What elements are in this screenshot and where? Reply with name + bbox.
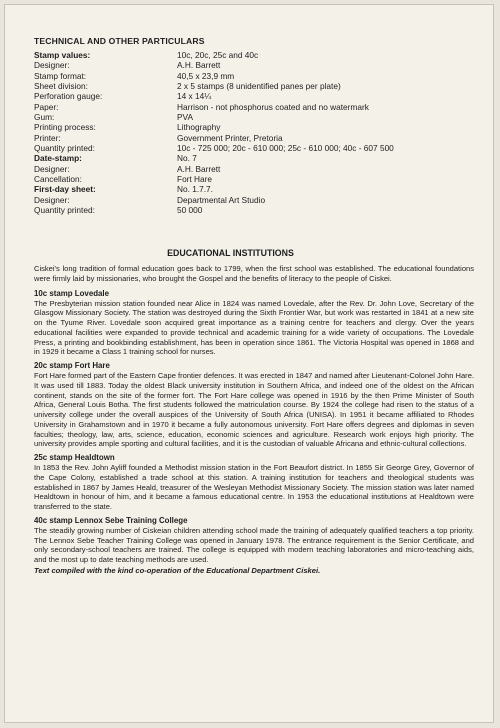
spec-label: Paper: bbox=[34, 101, 59, 112]
spec-label: Designer: bbox=[34, 194, 70, 205]
spec-row bbox=[34, 184, 474, 194]
spec-row bbox=[34, 164, 474, 174]
spec-row bbox=[34, 133, 474, 143]
spec-row bbox=[34, 91, 474, 101]
spec-label: Stamp values: bbox=[34, 50, 91, 60]
section-title-lovedale: 10c stamp Lovedale bbox=[34, 288, 109, 298]
spec-value: Harrison - not phosphorus coated and no watermark bbox=[177, 101, 369, 112]
spec-label: Printer: bbox=[34, 132, 61, 143]
spec-value: Departmental Art Studio bbox=[177, 194, 266, 205]
spec-label: Stamp format: bbox=[34, 70, 87, 81]
spec-label: First-day sheet: bbox=[34, 184, 96, 195]
spec-label: Cancellation: bbox=[34, 174, 82, 185]
spec-label: Printing process: bbox=[34, 122, 96, 133]
spec-value: 40,5 x 23,9 mm bbox=[177, 70, 235, 81]
spec-value: 14 x 14¼ bbox=[177, 91, 212, 102]
spec-row bbox=[34, 205, 474, 215]
spec-row bbox=[34, 112, 474, 122]
spec-row bbox=[34, 195, 474, 205]
section-title-lennox-sebe: 40c stamp Lennox Sebe Training College bbox=[34, 515, 188, 525]
spec-value: A.H. Barrett bbox=[177, 163, 221, 174]
spec-value: Government Printer, Pretoria bbox=[177, 132, 283, 143]
document-sheet bbox=[4, 4, 494, 723]
spec-row bbox=[34, 60, 474, 70]
section-text-healdtown: In 1853 the Rev. John Ayliff founded a Methodist mission station in the Fort Beaufort district. In 1855 Sir George Grey, Governor of the Cape Colony, established a trade school at this station. A training institution for teachers and theological students was established in 1867 by James Heald, treasurer of the Wesleyan Methodist Missionary Society. The mission station was later named Healdtown in honour of him, and it became a famous educational centre. In 1953 the educational institutions at Healdtown were transferred to the state. bbox=[34, 463, 474, 511]
spec-row bbox=[34, 122, 474, 132]
spec-value: 10c, 20c, 25c and 40c bbox=[177, 50, 259, 60]
spec-label: Perforation gauge: bbox=[34, 91, 103, 102]
specification-list bbox=[34, 50, 474, 216]
spec-row bbox=[34, 71, 474, 81]
spec-row bbox=[34, 153, 474, 163]
technical-particulars bbox=[34, 36, 474, 216]
spec-label: Gum: bbox=[34, 112, 55, 123]
spec-label: Designer: bbox=[34, 163, 70, 174]
section-text-lennox-sebe: The steadily growing number of Ciskeian children attending school made the training of adequately qualified teachers a top priority. The Lennox Sebe Teacher Training College was opened in January 1978. The entrance requirement is the Senior Certificate, and only secondary-school teachers are trained. The college is equipped with modern teaching laboratories and micro-teaching aids, and the most up to date teaching methods are used. bbox=[34, 525, 474, 564]
spec-value: 50 000 bbox=[177, 205, 203, 216]
section-title-healdtown: 25c stamp Healdtown bbox=[34, 453, 115, 462]
technical-heading: TECHNICAL AND OTHER PARTICULARS bbox=[34, 36, 205, 46]
spec-value: Fort Hare bbox=[177, 174, 213, 185]
spec-label: Designer: bbox=[34, 60, 70, 71]
spec-row bbox=[34, 81, 474, 91]
spec-value: A.H. Barrett bbox=[177, 60, 221, 71]
spec-value: No. 7 bbox=[177, 153, 197, 164]
spec-label: Quantity printed: bbox=[34, 143, 95, 154]
spec-label: Sheet division: bbox=[34, 81, 88, 92]
spec-value: PVA bbox=[177, 112, 193, 123]
footer-credit: Text compiled with the kind co-operation of the Educational Department Ciskei. bbox=[34, 565, 321, 575]
spec-row bbox=[34, 50, 474, 60]
spec-value: No. 1.7.7. bbox=[177, 184, 213, 195]
spec-value: Lithography bbox=[177, 122, 221, 133]
educational-institutions bbox=[34, 238, 474, 576]
spec-value: 10c - 725 000; 20c - 610 000; 25c - 610 000; 40c - 607 500 bbox=[177, 143, 394, 154]
section-text-fort-hare: Fort Hare formed part of the Eastern Cape frontier defences. It was erected in 1847 and named after Lieutenant-Colonel John Hare. It was used till 1883. Today the oldest Black university institution in Southern Africa, and indeed one of the oldest on the African continent, stands on the site of the former fort. The Fort Hare college was opened in 1916 by the then Prime Minister of South Africa, General Louis Botha. The first students followed the matriculation course. By 1924 the college had risen to the status of a university college under the overall auspices of the University of South Africa (UNISA). In 1951 it became affiliated to Rhodes University in Grahamstown and in 1970 it became a fully autonomous university. Fort Hare offers degrees and diplomas in seven faculties; theology, law, arts, science, education, economic sciences and agriculture. Research work enjoys high priority. The university provides ample sporting and cultural facilities, and it is the custodian of valuable Africana and ethnic-cultural collections. bbox=[34, 371, 474, 449]
intro-paragraph: Ciskei's long tradition of formal education goes back to 1799, when the first school was established. The educational foundations were firmly laid by missionaries, who brought the Gospel and the benefits of literacy to the people of Ciskei. bbox=[34, 264, 474, 283]
spec-label: Date-stamp: bbox=[34, 153, 82, 164]
spec-row bbox=[34, 143, 474, 153]
spec-row bbox=[34, 102, 474, 112]
section-text-lovedale: The Presbyterian mission station founded near Alice in 1824 was named Lovedale, after the Rev. Dr. John Love, Secretary of the Glasgow Missionary Society. The station was destroyed during the Sixth Frontier War, but work was restarted in 1841 at a new site on the Tyume River. Lovedale soon acquired great importance as a training centre for teachers and clergy. Over the years educational facilities were expanded to provide technical and academic training for a wide variety of occupations. The Lovedale Press, a printing and bookbinding establishment, has been in operation since 1861. The Victoria Hospital was opened in 1868 and in 1929 it became a Class 1 training school for nurses. bbox=[34, 298, 474, 357]
spec-value: 2 x 5 stamps (8 unidentified panes per plate) bbox=[177, 81, 341, 92]
educational-heading: EDUCATIONAL INSTITUTIONS bbox=[167, 248, 294, 258]
spec-label: Quantity printed: bbox=[34, 205, 95, 216]
spec-row bbox=[34, 174, 474, 184]
section-title-fort-hare: 20c stamp Fort Hare bbox=[34, 361, 110, 370]
